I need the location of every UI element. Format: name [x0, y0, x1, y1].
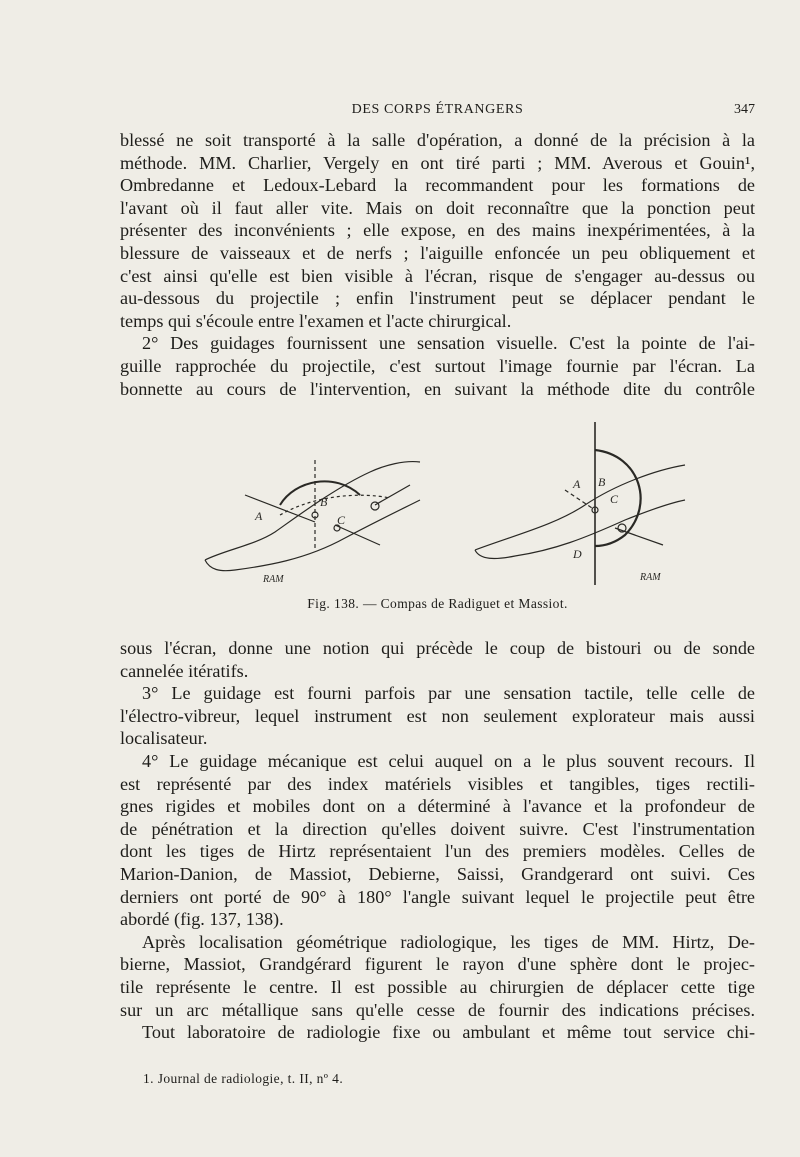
text-line: sur un arc métallique sans qu'elle cesse de fournir des indications précises.: [120, 999, 755, 1020]
text-line: derniers ont porté de 90° à 180° l'angle suivant lequel le projectile peut être: [120, 886, 755, 907]
text-line: bierne, Massiot, Grandgérard figurent le rayon d'une sphère dont le projec-: [120, 954, 755, 975]
label-b-left: B: [320, 495, 328, 509]
text-line: de pénétration et la direction qu'elles doivent suivre. C'est l'instrumentation: [120, 818, 755, 839]
signature-right: RAM: [640, 572, 661, 583]
text-line: guille rapprochée du projectile, c'est surtout l'image fournie par l'écran. La: [120, 355, 755, 376]
text-line: méthode. MM. Charlier, Vergely en ont tiré parti ; MM. Averous et Gouin¹,: [120, 152, 755, 173]
text-line: sous l'écran, donne une notion qui précède le coup de bistouri ou de sonde: [120, 638, 755, 658]
text-line: Après localisation géométrique radiologique, les tiges de MM. Hirtz, De-: [142, 931, 755, 952]
text-line: 3° Le guidage est fourni parfois par une sensation tactile, telle celle de: [142, 683, 755, 704]
text-line: abordé (fig. 137, 138).: [120, 909, 284, 930]
text-line: cannelée itératifs.: [120, 660, 249, 681]
label-c-right: C: [610, 492, 619, 506]
text-line: tile représente le centre. Il est possible au chirurgien de déplacer cette tige: [120, 976, 755, 997]
signature-left: RAM: [263, 574, 284, 585]
text-line: l'avant où il faut aller vite. Mais on doit reconnaître que la ponction peut: [120, 197, 755, 218]
body-text-top: [120, 129, 755, 400]
text-line: temps qui s'écoule entre l'examen et l'acte chirurgical.: [120, 310, 512, 331]
label-a-left: A: [255, 509, 263, 523]
text-line: gnes rigides et mobiles dont on a déterminé à l'avance et la profondeur de: [120, 796, 755, 817]
text-line: 2° Des guidages fournissent une sensation visuelle. C'est la pointe de l'ai-: [142, 333, 755, 354]
body-text-bottom: [120, 637, 755, 1044]
text-line: l'électro-vibreur, lequel instrument est non seulement explorateur mais aussi: [120, 705, 755, 726]
text-line: blessure de vaisseaux et de nerfs ; l'aiguille enfoncée un peu obliquement et: [120, 242, 755, 263]
figure-caption: Fig. 138. — Compas de Radiguet et Massiot.: [307, 596, 568, 611]
text-line: c'est ainsi qu'elle est bien visible à l'écran, risque de s'engager au-dessus ou: [120, 265, 755, 286]
text-line: Marion-Danion, de Massiot, Debierne, Saissi, Grandgerard ont suivi. Ces: [120, 863, 755, 884]
text-line: bonnette au cours de l'intervention, en suivant la méthode dite du contrôle: [120, 378, 755, 399]
label-c-left: C: [337, 513, 346, 527]
compass-illustration: [185, 410, 685, 620]
label-d-right: D: [573, 547, 582, 561]
text-line: Tout laboratoire de radiologie fixe ou ambulant et même tout service chi-: [142, 1022, 755, 1043]
figure-138: [185, 410, 685, 620]
left-leg-contour-top: [205, 462, 420, 560]
text-line: localisateur.: [120, 728, 208, 749]
text-line: dont les tiges de Hirtz représentaient l'un des premiers modèles. Celles de: [120, 841, 755, 862]
text-line: au-dessous du projectile ; enfin l'instrument peut se déplacer pendant le: [120, 288, 755, 309]
running-head: [120, 102, 755, 122]
text-line: Ombredanne et Ledoux-Lebard la recommandent pour les formations de: [120, 175, 755, 196]
text-line: blessé ne soit transporté à la salle d'opération, a donné de la précision à la: [120, 130, 755, 150]
text-line: présenter des inconvénients ; elle expose, en des mains inexpérimentées, à la: [120, 220, 755, 241]
running-title: DES CORPS ÉTRANGERS: [351, 102, 524, 117]
text-line: 4° Le guidage mécanique est celui auquel on a le plus souvent recours. Il: [142, 750, 755, 771]
label-b-right: B: [598, 475, 606, 489]
page-number: 347: [734, 102, 755, 117]
text-line: est représenté par des index matériels visibles et tangibles, tiges rectili-: [120, 773, 755, 794]
label-a-right: A: [573, 477, 581, 491]
left-leg-contour-bottom: [205, 500, 420, 571]
footnote: 1. Journal de radiologie, t. II, nº 4.: [143, 1071, 344, 1086]
